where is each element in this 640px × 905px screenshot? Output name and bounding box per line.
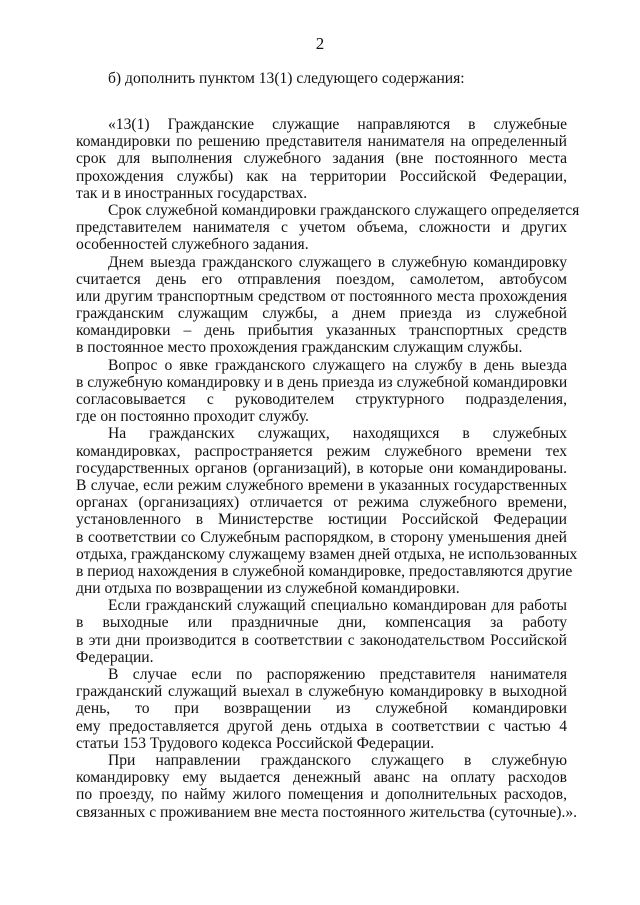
text-line: гражданский служащий выехал в служебную командировку в выходной [76, 683, 567, 701]
text-line: срок для выполнения служебного задания (вне постоянного места [76, 150, 567, 168]
text-line: в эти дни производится в соответствии с законодательством Российской [76, 631, 567, 649]
text-line: связанных с проживанием вне места постоянного жительства (суточные).». [76, 803, 578, 821]
text-line: Если гражданский служащий специально командирован для работы [108, 597, 567, 615]
text-line: ему предоставляется другой день отдыха в соответствии с частью 4 [76, 717, 567, 735]
text-line: командировку ему выдается денежный аванс на оплату расходов [76, 769, 567, 787]
paragraph [76, 425, 578, 598]
text-line: так и в иностранных государствах. [76, 184, 308, 202]
text-line: статьи 153 Трудового кодекса Российской Федерации. [76, 734, 435, 752]
text-line: где он постоянно проходит службу. [76, 408, 309, 426]
text-line: прохождения службы) как на территории Российской Федерации, [76, 167, 567, 185]
paragraph [76, 254, 567, 357]
text-line: В случае если по распоряжению представителя нанимателя [108, 666, 567, 683]
amendment-heading: б) дополнить пунктом 13(1) следующего содержания: [108, 70, 465, 87]
text-line: в служебную командировку и в день приезда из служебной командировки [76, 373, 568, 391]
text-line: в период нахождения в служебной командировке, предоставляются другие [76, 562, 573, 580]
document-body [76, 116, 580, 821]
text-line: командировках, распространяется режим служебного времени тех [76, 442, 567, 460]
text-line: государственных органов (организаций), в которые они командированы. [76, 459, 567, 477]
text-line: На гражданских служащих, находящихся в служебных [108, 425, 567, 443]
text-line: установленного в Министерстве юстиции Российской Федерации [76, 511, 567, 529]
page-number: 2 [315, 34, 325, 53]
text-line: по проезду, по найму жилого помещения и дополнительных расходов, [76, 786, 567, 804]
paragraph [76, 751, 578, 821]
text-line: При направлении гражданского служащего в служебную [108, 751, 567, 769]
text-line: Вопрос о явке гражданского служащего на службу в день выезда [108, 356, 567, 374]
text-line: день, то при возвращении из служебной командировки [76, 700, 567, 718]
text-line: отдыха, гражданскому служащему взамен дней отдыха, не использованных [76, 545, 578, 563]
paragraph [76, 116, 567, 202]
text-line: в выходные или праздничные дни, компенсация за работу [76, 614, 567, 632]
text-line: особенностей служебного задания. [76, 236, 309, 254]
text-line: представителем нанимателя с учетом объема, сложности и других [76, 219, 567, 237]
text-line: согласовывается с руководителем структурного подразделения, [76, 391, 567, 408]
text-line: считается день его отправления поездом, самолетом, автобусом [76, 270, 567, 288]
paragraph [76, 201, 580, 254]
text-line: Федерации. [76, 648, 154, 666]
text-line: Днем выезда гражданского служащего в служебную командировку [108, 253, 567, 271]
text-line: командировки по решению представителя нанимателя на определенный [76, 133, 567, 151]
paragraph [76, 597, 567, 666]
text-line: органах (организациях) отличается от режима служебного времени, [76, 494, 567, 512]
text-line: в постоянное место прохождения гражданским служащим службы. [76, 339, 523, 357]
text-line: «13(1) Гражданские служащие направляются в служебные [108, 116, 567, 133]
text-line: или другим транспортным средством от постоянного места прохождения [76, 287, 567, 305]
paragraph [76, 666, 567, 752]
text-line: В случае, если режим служебного времени в указанных государственных [76, 476, 567, 494]
text-line: дни отдыха по возвращении из служебной командировки. [76, 580, 460, 598]
text-line: гражданским служащим службы, а днем приезда из служебной [76, 305, 567, 323]
text-line: в соответствии со Служебным распорядком, в сторону уменьшения дней [76, 528, 567, 546]
text-line: командировки – день прибытия указанных транспортных средств [76, 322, 567, 340]
text-line: Срок служебной командировки гражданского служащего определяется [108, 201, 580, 219]
paragraph [76, 357, 567, 426]
